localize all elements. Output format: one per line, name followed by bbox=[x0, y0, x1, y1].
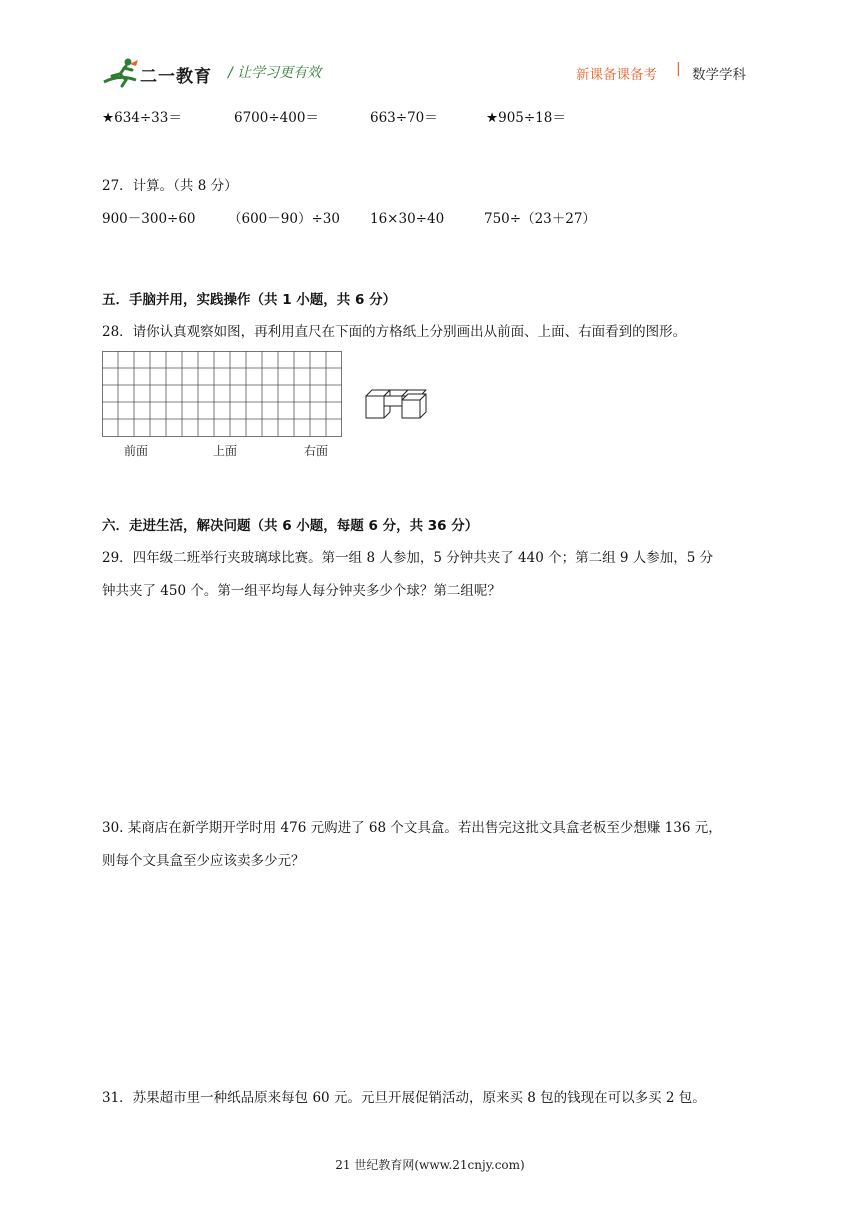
grid-label-top: 上面 bbox=[213, 444, 238, 458]
q26-item-2: 6700÷400＝ bbox=[234, 110, 319, 126]
brand-name: 二一教育 bbox=[140, 67, 212, 87]
page-footer: 21 世纪教育网(www.21cnjy.com) bbox=[335, 1158, 525, 1172]
header-subject: 数学学科 bbox=[692, 67, 746, 83]
section-6-heading: 六．走进生活，解决问题（共 6 小题，每题 6 分，共 36 分） bbox=[102, 518, 479, 534]
grid-label-front: 前面 bbox=[124, 444, 149, 458]
q29-line-2: 钟共夹了 450 个。第一组平均每人每分钟夹多少个球？第二组呢？ bbox=[102, 583, 501, 599]
header-category: 新课备课备考 bbox=[576, 67, 657, 83]
slogan: / 让学习更有效 bbox=[228, 65, 322, 81]
header-separator: | bbox=[676, 61, 681, 77]
q30-line-1: 30. 某商店在新学期开学时用 476 元购进了 68 个文具盒。若出售完这批文具盒老板至少想赚 136 元， bbox=[102, 820, 722, 836]
q27-item-4: 750÷（23＋27） bbox=[484, 211, 596, 227]
q30-line-2: 则每个文具盒至少应该卖多少元？ bbox=[102, 853, 305, 869]
q26-item-4: ★905÷18＝ bbox=[486, 110, 566, 126]
grid-paper bbox=[102, 351, 342, 437]
cube-figure bbox=[362, 386, 438, 422]
q28-text: 28．请你认真观察如图，再利用直尺在下面的方格纸上分别画出从前面、上面、右面看到的图形。 bbox=[102, 324, 687, 340]
q27-item-3: 16×30÷40 bbox=[370, 211, 445, 227]
q31-line-1: 31．苏果超市里一种纸品原来每包 60 元。元旦开展促销活动，原来买 8 包的钱现在可以多买 2 包。 bbox=[102, 1090, 706, 1106]
q27-title: 27．计算。（共 8 分） bbox=[102, 178, 238, 194]
q29-line-1: 29．四年级二班举行夹玻璃球比赛。第一组 8 人参加，5 分钟共夹了 440 个；第二组 9 人参加，5 分 bbox=[102, 550, 714, 566]
q26-item-3: 663÷70＝ bbox=[370, 110, 438, 126]
section-5-heading: 五．手脑并用，实践操作（共 1 小题，共 6 分） bbox=[102, 292, 397, 308]
q26-item-1: ★634÷33＝ bbox=[102, 110, 182, 126]
q27-item-1: 900－300÷60 bbox=[102, 211, 196, 227]
q27-item-2: （600－90）÷30 bbox=[228, 211, 340, 227]
grid-label-right: 右面 bbox=[304, 444, 329, 458]
